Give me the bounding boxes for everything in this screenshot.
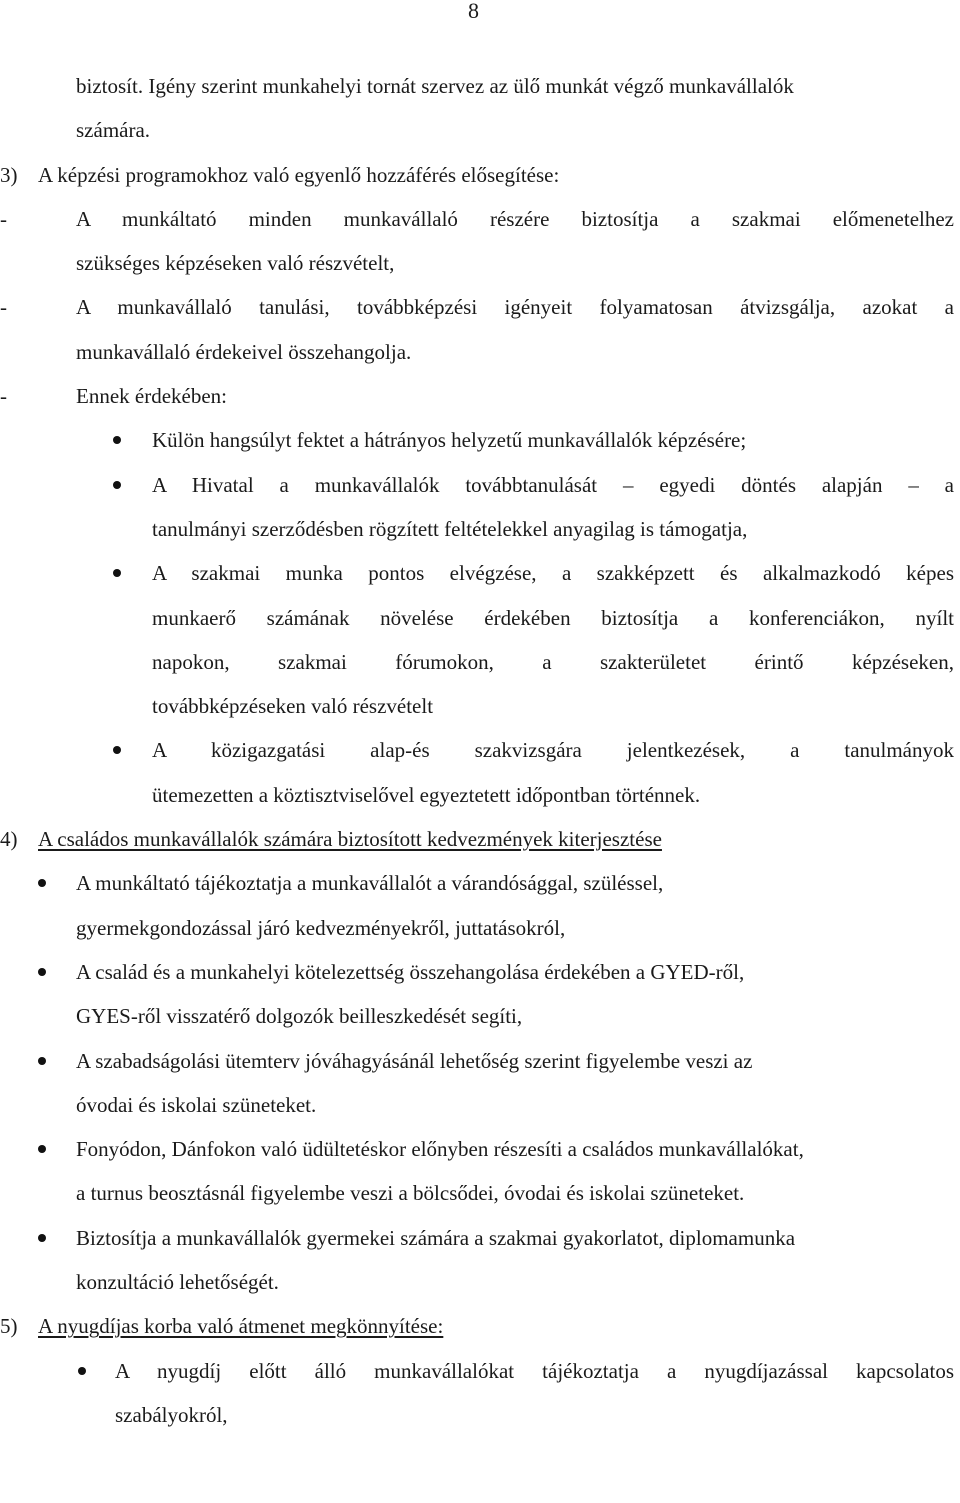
dash-marker: - [0,384,7,409]
bullet-icon [38,879,46,887]
document-body [0,64,960,1437]
bullet-icon [38,1234,46,1242]
list-item-cont: szabályokról, [115,1402,228,1427]
list-item: Biztosítja a munkavállalók gyermekei számára a szakmai gyakorlatot, diplomamunka [0,1216,960,1260]
list-item: A család és a munkahelyi kötelezettség összehangolása érdekében a GYED-ről, [0,950,960,994]
list-item-cont: ütemezetten a köztisztviselővel egyeztetett időpontban történnek. [152,782,701,807]
bullet-icon [113,569,121,577]
bullet-icon [113,481,121,489]
bullet-icon [38,1057,46,1065]
list-item-cont: konzultáció lehetőségét. [76,1270,279,1295]
section-3-dash-2: - A munkavállaló tanulási, továbbképzési igényeit folyamatosan átvizsgálja, azokat a [0,285,960,329]
list-item-cont: továbbképzéseken való részvételt [152,694,434,719]
list-item-cont: a turnus beosztásnál figyelembe veszi a bölcsődei, óvodai és iskolai szüneteket. [76,1181,745,1206]
list-item: A szakmai munka pontos elvégzése, a szakképzett és alkalmazkodó képes [0,551,960,595]
list-item-cont: gyermekgondozással járó kedvezményekről, juttatásokról, [76,915,566,940]
list-item: Fonyódon, Dánfokon való üdültetéskor előnyben részesíti a családos munkavállalókat, [0,1127,960,1171]
bullet-icon [113,746,121,754]
bullet-icon [38,1145,46,1153]
section-3-dash-3: - Ennek érdekében: [0,374,960,418]
list-item: A közigazgatási alap-és szakvizsgára jelentkezések, a tanulmányok [0,728,960,772]
section-3-dash-1-cont: szükséges képzéseken való részvételt, [76,251,395,276]
list-item-cont: óvodai és iskolai szüneteket. [76,1092,317,1117]
section-4-number: 4) [0,827,18,852]
section-3-dash-1: - A munkáltató minden munkavállaló részére biztosítja a szakmai előmenetelhez [0,197,960,241]
section-5-title: A nyugdíjas korba való átmenet megkönnyítése: [38,1314,444,1339]
list-item-cont: GYES-ről visszatérő dolgozók beilleszkedését segíti, [76,1004,523,1029]
list-item: A Hivatal a munkavállalók továbbtanulását – egyedi döntés alapján – a [0,463,960,507]
intro-line-1: biztosít. Igény szerint munkahelyi tornát szervez az ülő munkát végző munkavállalók [76,74,794,98]
section-5-heading [0,1304,960,1348]
list-item-cont: munkaerő számának növelése érdekében biztosítja a konferenciákon, nyílt [152,605,954,630]
section-4-heading [0,817,960,861]
list-item: A nyugdíj előtt álló munkavállalókat tájékoztatja a nyugdíjazással kapcsolatos [0,1349,960,1393]
list-item: A munkáltató tájékoztatja a munkavállalót a várandósággal, szüléssel, [0,861,960,905]
section-3-number: 3) [0,162,18,187]
section-3-heading [0,153,960,197]
section-4-title: A családos munkavállalók számára biztosított kedvezmények kiterjesztése [38,827,662,852]
dash-marker: - [0,295,7,320]
section-3-dash-2-cont: munkavállaló érdekeivel összehangolja. [76,339,412,364]
list-item-cont: tanulmányi szerződésben rögzített feltételekkel anyagilag is támogatja, [152,516,748,541]
bullet-icon [38,968,46,976]
bullet-icon [113,436,121,444]
intro-line-2: számára. [76,118,151,143]
list-item: A szabadságolási ütemterv jóváhagyásánál lehetőség szerint figyelembe veszi az [0,1039,960,1083]
dash-marker: - [0,206,7,231]
page-number: 8 [468,0,479,23]
list-item: Külön hangsúlyt fektet a hátrányos helyzetű munkavállalók képzésére; [0,418,960,462]
list-item-cont: napokon, szakmai fórumokon, a szakterületet érintő képzéseken, [152,649,954,674]
section-5-number: 5) [0,1314,18,1339]
bullet-icon [78,1367,86,1375]
section-3-title: A képzési programokhoz való egyenlő hozzáférés elősegítése: [38,162,560,187]
